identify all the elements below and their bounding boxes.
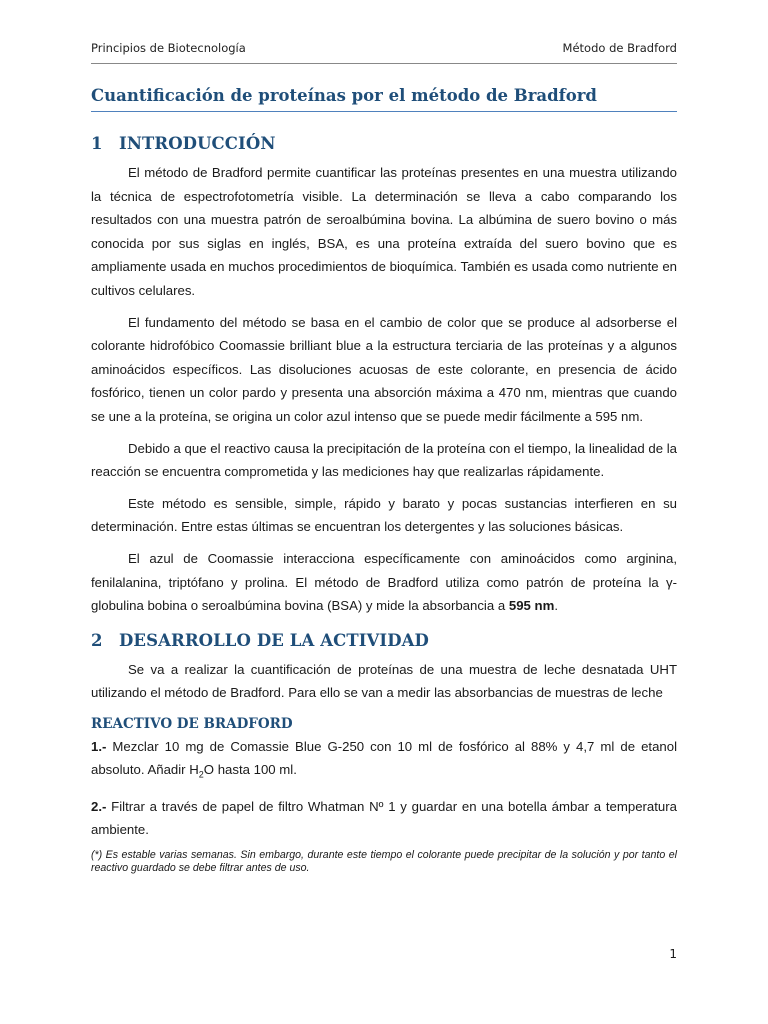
- paragraph: [91, 547, 677, 618]
- paragraph: El fundamento del método se basa en el cambio de color que se produce al adsorberse el colorante hidrofóbico Coomassie brilliant blue a la estructura terciaria de las proteínas y a algunos aminoácidos específicos. Las disoluciones acuosas de este colorante, en presencia de ácido fosfórico, tienen un color pardo y presenta una absorción máxima a 470 nm, mientras que cuando se une a la proteína, se origina un color azul intenso que se puede medir fácilmente a 595 nm.: [91, 314, 677, 424]
- step-text: Mezclar 10 mg de Comassie Blue G-250 con 10 ml de fosfórico al 88% y 4,7 ml de etanol absoluto. Añadir H: [91, 738, 677, 778]
- section-number: 2: [91, 630, 103, 650]
- document-body: [91, 130, 677, 875]
- paragraph: Debido a que el reactivo causa la precipitación de la proteína con el tiempo, la linealidad de la reacción se encuentra comprometida y las mediciones hay que realizarlas rápidamente.: [91, 440, 677, 480]
- document-title: Cuantificación de proteínas por el método de Bradford: [91, 86, 597, 105]
- subheading-reactivo: REACTIVO DE BRADFORD: [91, 715, 293, 732]
- page-number: 1: [669, 947, 677, 961]
- header-course: Principios de Biotecnología: [91, 41, 246, 55]
- step-2: [91, 795, 677, 842]
- header-topic: Método de Bradford: [562, 41, 677, 55]
- header-divider: [91, 63, 677, 64]
- paragraph: Se va a realizar la cuantificación de proteínas de una muestra de leche desnatada UHT utilizando el método de Bradford. Para ello se van a medir las absorbancias de muestras de leche: [91, 661, 677, 701]
- subscript: 2: [198, 770, 204, 781]
- step-text-end: O hasta 100 ml.: [203, 762, 297, 778]
- paragraph: Este método es sensible, simple, rápido y barato y pocas sustancias interfieren en su determinación. Entre estas últimas se encuentran los detergentes y las soluciones básicas.: [91, 495, 677, 535]
- paragraph: El método de Bradford permite cuantificar las proteínas presentes en una muestra utilizando la técnica de espectrofotometría visible. La determinación se lleva a cabo comparando los resultados con una muestra patrón de seroalbúmina bovina. La albúmina de suero bovino o más conocida por sus siglas en inglés, BSA, es una proteína extraída del suero bovino que es ampliamente usada en muchos procedimientos de bioquímica. También es usada como nutriente en cultivos celulares.: [91, 165, 677, 298]
- section-heading-desarrollo: [91, 631, 677, 650]
- paragraph-text: El azul de Coomassie interacciona específicamente con aminoácidos como arginina, fenilalanina, triptófano y prolina. El método de Bradford utiliza como patrón de proteína la γ-globulina bobina o seroalbúmina bovina (BSA) y mide la absorbancia a: [91, 550, 677, 614]
- step-label: 2.-: [91, 798, 107, 814]
- section-heading-introduccion: [91, 134, 677, 153]
- step-text: Filtrar a través de papel de filtro Whatman Nº 1 y guardar en una botella ámbar a temperatura ambiente.: [91, 798, 677, 838]
- step-1: [91, 735, 677, 788]
- wavelength-value: 595 nm: [508, 598, 555, 614]
- footnote: (*) Es estable varias semanas. Sin embargo, durante este tiempo el colorante puede precipitar de la solución y por tanto el reactivo guardado se debe filtrar antes de uso.: [91, 848, 677, 874]
- section-title: INTRODUCCIÓN: [119, 134, 276, 153]
- title-divider: [91, 111, 677, 112]
- page-header: [91, 41, 677, 59]
- step-label: 1.-: [91, 738, 107, 754]
- section-title: DESARROLLO DE LA ACTIVIDAD: [119, 630, 429, 650]
- section-number: 1: [91, 134, 103, 153]
- paragraph-end: .: [554, 598, 558, 614]
